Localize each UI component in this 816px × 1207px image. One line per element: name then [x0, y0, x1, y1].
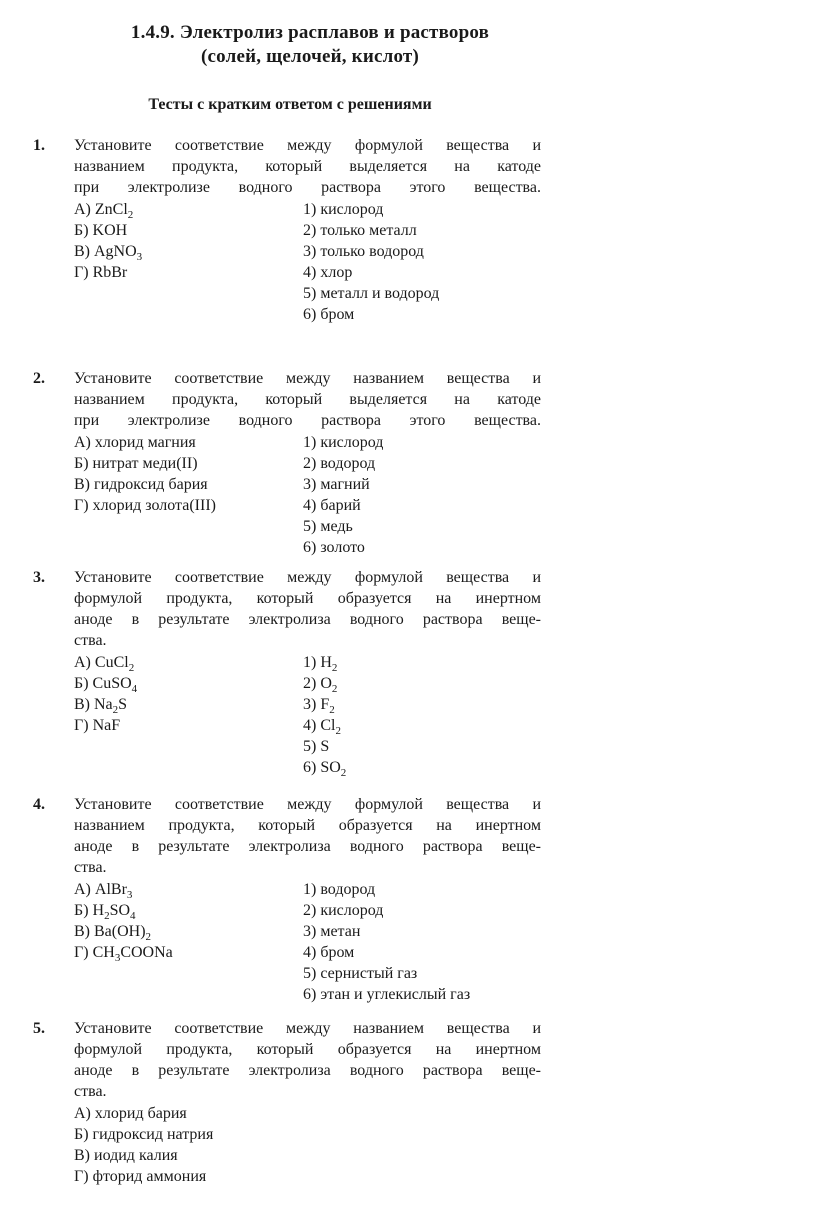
option-label: 1) — [303, 654, 317, 671]
formula-text: медь — [320, 518, 353, 535]
left-option — [74, 1167, 206, 1187]
subscript: 2 — [331, 683, 338, 695]
option-label: 1) — [303, 881, 317, 898]
subscript: 2 — [127, 209, 134, 221]
question-text-line: аноде в результате электролиза водного раствора веще- — [74, 838, 541, 855]
subscript: 2 — [340, 767, 347, 779]
option-label: 2) — [303, 222, 317, 239]
formula-text: только металл — [320, 222, 417, 239]
section-title: 1.4.9. Электролиз расплавов и растворов — [130, 22, 490, 43]
formula-text: SO — [109, 902, 131, 919]
formula-text: AlBr — [94, 881, 127, 898]
option-label: 1) — [303, 434, 317, 451]
formula-text: гидроксид бария — [94, 476, 208, 493]
right-option — [303, 922, 360, 942]
formula-text: золото — [320, 539, 365, 556]
left-option — [74, 716, 120, 736]
right-option — [303, 454, 375, 474]
formula-text: метан — [320, 923, 361, 940]
formula-text: хлор — [320, 264, 353, 281]
option-label: В) — [74, 696, 90, 713]
left-option — [74, 454, 198, 474]
right-option — [303, 716, 341, 736]
right-option — [303, 943, 354, 963]
formula-text: водород — [320, 881, 376, 898]
option-label: 4) — [303, 944, 317, 961]
option-label: А) — [74, 434, 91, 451]
formula-text: нитрат меди(II) — [92, 455, 198, 472]
option-label: 5) — [303, 738, 317, 755]
right-option — [303, 901, 383, 921]
subscript: 2 — [112, 704, 119, 716]
option-label: 6) — [303, 539, 317, 556]
formula-text: Cl — [320, 717, 336, 734]
formula-text: кислород — [320, 201, 384, 218]
question-text-line: названием продукта, который выделяется на катоде — [74, 391, 541, 408]
subscript: 2 — [335, 725, 341, 737]
left-option — [74, 200, 133, 220]
option-label: Г) — [74, 944, 89, 961]
formula-text: CuSO — [92, 675, 132, 692]
subscript: 3 — [126, 889, 133, 901]
option-label: Б) — [74, 455, 89, 472]
left-option — [74, 695, 127, 715]
formula-text: фторид аммония — [92, 1168, 207, 1185]
option-label: Г) — [74, 264, 89, 281]
right-option — [303, 674, 337, 694]
option-label: 3) — [303, 243, 317, 260]
option-label: 2) — [303, 902, 317, 919]
left-option — [74, 263, 127, 283]
left-option — [74, 433, 196, 453]
option-label: 2) — [303, 675, 317, 692]
question-text-line: названием продукта, который выделяется на катоде — [74, 158, 541, 175]
option-label: Б) — [74, 675, 89, 692]
formula-text: кислород — [320, 902, 384, 919]
option-label: 3) — [303, 923, 317, 940]
subscript: 3 — [114, 952, 121, 964]
question-text-line: Установите соответствие между формулой вещества и — [74, 137, 541, 154]
right-option — [303, 263, 352, 283]
left-option — [74, 1104, 187, 1124]
right-option — [303, 475, 370, 495]
right-option — [303, 985, 470, 1005]
left-option — [74, 653, 134, 673]
section-title-continued: (солей, щелочей, кислот) — [201, 46, 419, 67]
formula-text: CuCl — [94, 654, 129, 671]
option-label: Г) — [74, 717, 89, 734]
question-text-line: аноде в результате электролиза водного раствора веще- — [74, 611, 541, 628]
question-text-line: аноде в результате электролиза водного раствора веще- — [74, 1062, 541, 1079]
left-option — [74, 242, 142, 262]
option-label: 5) — [303, 965, 317, 982]
right-option — [303, 880, 375, 900]
left-option — [74, 496, 216, 516]
option-label: 6) — [303, 986, 317, 1003]
formula-text: кислород — [320, 434, 384, 451]
left-option — [74, 880, 132, 900]
formula-text: магний — [320, 476, 370, 493]
question-number: 3. — [33, 569, 45, 586]
subscript: 2 — [329, 704, 335, 716]
formula-text: Na — [94, 696, 113, 713]
right-option — [303, 221, 417, 241]
formula-text: F — [320, 696, 330, 713]
question-text-line: ства. — [74, 1083, 107, 1100]
question-text-line: названием продукта, который образуется на инертном — [74, 817, 541, 834]
right-option — [303, 242, 424, 262]
right-option — [303, 653, 337, 673]
formula-text: гидроксид натрия — [92, 1126, 214, 1143]
right-option — [303, 737, 329, 757]
option-label: А) — [74, 654, 91, 671]
formula-text: KOH — [92, 222, 128, 239]
formula-text: COONa — [120, 944, 173, 961]
formula-text: бром — [320, 306, 355, 323]
formula-text: иодид калия — [94, 1147, 178, 1164]
question-number: 1. — [33, 137, 45, 154]
option-label: Г) — [74, 497, 89, 514]
subscript: 2 — [104, 910, 110, 922]
left-option — [74, 1125, 213, 1145]
formula-text: H — [320, 654, 332, 671]
formula-text: AgNO — [94, 243, 137, 260]
option-label: В) — [74, 476, 90, 493]
option-label: Б) — [74, 902, 89, 919]
left-option — [74, 943, 173, 963]
left-option — [74, 674, 137, 694]
question-text-line: Установите соответствие между названием вещества и — [74, 370, 541, 387]
formula-text: сернистый газ — [320, 965, 418, 982]
question-text-line: при электролизе водного раствора этого вещества. — [74, 179, 541, 196]
option-label: В) — [74, 923, 90, 940]
option-label: 5) — [303, 518, 317, 535]
question-text-line: Установите соответствие между формулой вещества и — [74, 796, 541, 813]
formula-text: ZnCl — [94, 201, 128, 218]
left-option — [74, 922, 151, 942]
right-option — [303, 496, 361, 516]
option-label: 1) — [303, 201, 317, 218]
option-label: 4) — [303, 497, 317, 514]
formula-text: NaF — [92, 717, 121, 734]
formula-text: хлорид золота(III) — [92, 497, 216, 514]
formula-text: хлорид магния — [94, 434, 196, 451]
right-option — [303, 305, 354, 325]
formula-text: O — [320, 675, 332, 692]
option-label: 2) — [303, 455, 317, 472]
section-subtitle: Тесты с кратким ответом с решениями — [148, 96, 432, 113]
option-label: Б) — [74, 1126, 89, 1143]
option-label: 3) — [303, 696, 317, 713]
formula-text: SO — [320, 759, 341, 776]
question-text-line: Установите соответствие между формулой вещества и — [74, 569, 541, 586]
left-option — [74, 1146, 178, 1166]
formula-text: металл и водород — [320, 285, 440, 302]
question-number: 4. — [33, 796, 45, 813]
right-option — [303, 964, 417, 984]
option-label: 5) — [303, 285, 317, 302]
formula-text: этан и углекислый газ — [320, 986, 471, 1003]
option-label: А) — [74, 881, 91, 898]
left-option — [74, 901, 136, 921]
formula-text: бром — [320, 944, 355, 961]
right-option — [303, 200, 383, 220]
option-label: Б) — [74, 222, 89, 239]
formula-text: H — [92, 902, 105, 919]
option-label: 3) — [303, 476, 317, 493]
right-option — [303, 758, 346, 778]
left-option — [74, 221, 127, 241]
question-text-line: формулой продукта, который образуется на инертном — [74, 1041, 541, 1058]
subscript: 4 — [130, 910, 136, 922]
option-label: В) — [74, 243, 90, 260]
formula-text: S — [118, 696, 128, 713]
subscript: 2 — [145, 931, 152, 943]
question-text-line: формулой продукта, который образуется на инертном — [74, 590, 541, 607]
formula-text: только водород — [320, 243, 424, 260]
question-number: 2. — [33, 370, 45, 387]
right-option — [303, 284, 439, 304]
option-label: 4) — [303, 717, 317, 734]
question-text-line: ства. — [74, 632, 107, 649]
question-text-line: ства. — [74, 859, 107, 876]
subscript: 3 — [136, 251, 143, 263]
option-label: А) — [74, 201, 91, 218]
question-text-line: Установите соответствие между названием вещества и — [74, 1020, 541, 1037]
subscript: 2 — [331, 662, 338, 674]
option-label: А) — [74, 1105, 91, 1122]
formula-text: CH — [92, 944, 115, 961]
formula-text: RbBr — [92, 264, 128, 281]
right-option — [303, 517, 353, 537]
option-label: 6) — [303, 759, 317, 776]
formula-text: Ba(OH) — [94, 923, 146, 940]
option-label: 6) — [303, 306, 317, 323]
formula-text: барий — [320, 497, 361, 514]
subscript: 4 — [131, 683, 138, 695]
subscript: 2 — [128, 662, 135, 674]
formula-text: водород — [320, 455, 376, 472]
left-option — [74, 475, 208, 495]
option-label: В) — [74, 1147, 90, 1164]
question-number: 5. — [33, 1020, 45, 1037]
question-text-line: при электролизе водного раствора этого вещества. — [74, 412, 541, 429]
formula-text: хлорид бария — [94, 1105, 187, 1122]
option-label: Г) — [74, 1168, 89, 1185]
right-option — [303, 538, 365, 558]
formula-text: S — [320, 738, 330, 755]
right-option — [303, 695, 335, 715]
right-option — [303, 433, 383, 453]
option-label: 4) — [303, 264, 317, 281]
